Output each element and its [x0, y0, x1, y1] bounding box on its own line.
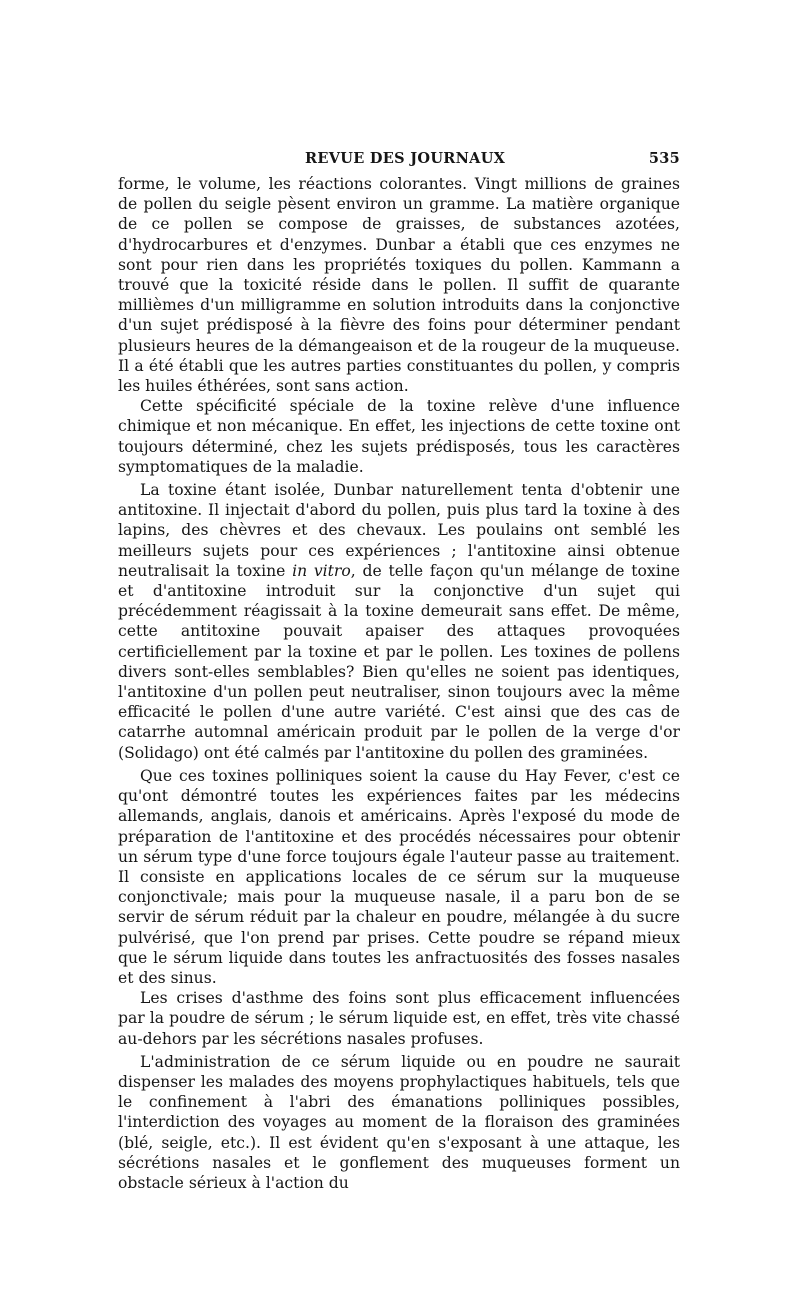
journal-page [118, 148, 680, 1193]
running-title: REVUE DES JOURNAUX [305, 150, 506, 167]
paragraph-pollen-composition: forme, le volume, les réactions colorantes. Vingt millions de graines de pollen du seigle pèsent environ un gramme. La matière organique de ce pollen se compose de graisses, de substances azotées, d'hydrocarbures et d'enzymes. Dunbar a établi que ces enzymes ne sont pour rien dans les propriétés toxiques du pollen. Kammann a trouvé que la toxicité réside dans le pollen. Il suffit de quarante millièmes d'un milligramme en solution introduits dans la conjonctive d'un sujet prédisposé à la fièvre des foins pour déterminer pendant plusieurs heures de la démangeaison et de la rougeur de la muqueuse. Il a été établi que les autres parties constituantes du pollen, y compris les huiles éthérées, sont sans action. [118, 175, 680, 396]
paragraph-prophylaxis: L'administration de ce sérum liquide ou en poudre ne saurait dispenser les malades des moyens prophylactiques habituels, tels que le confinement à l'abri des émanations polliniques possibles, l'interdiction des voyages au moment de la floraison des graminées (blé, seigle, etc.). Il est évident qu'en s'exposant à une attaque, les sécrétions nasales et le gonflement des muqueuses forment un obstacle sérieux à l'action du [118, 1052, 680, 1192]
paragraph-asthma: Les crises d'asthme des foins sont plus efficacement influencées par la poudre de sérum ; le sérum liquide est, en effet, très vite chassé au-dehors par les sécrétions nasales profuses. [118, 989, 680, 1048]
page-number: 535 [648, 150, 680, 167]
article-body [118, 174, 680, 1193]
paragraph-hay-fever-treatment: Que ces toxines polliniques soient la cause du Hay Fever, c'est ce qu'ont démontré toutes les expériences faites par les médecins allemands, anglais, danois et américains. Après l'exposé du mode de préparation de l'antitoxine et des procédés nécessaires pour obtenir un sérum type d'une force toujours égale l'auteur passe au traitement. Il consiste en applications locales de ce sérum sur la muqueuse conjonctivale; mais pour la muqueuse nasale, il a paru bon de se servir de sérum réduit par la chaleur en poudre, mélangée à du sucre pulvérisé, que l'on prend par prises. Cette poudre se répand mieux que le sérum liquide dans toutes les anfractuosités des fosses nasales et des sinus. [118, 766, 680, 987]
paragraph-toxin-specificity: Cette spécificité spéciale de la toxine relève d'une influence chimique et non mécanique. En effet, les injections de cette toxine ont toujours déterminé, chez les sujets prédisposés, tous les caractères symptomatiques de la maladie. [118, 397, 680, 476]
antitoxin-text-before: La toxine étant isolée, Dunbar naturellement tenta d'obtenir une antitoxine. Il injectait d'abord du pollen, puis plus tard la toxine à des lapins, des chèvres et des chevaux. Les poulains ont semblé les meilleurs sujets pour ces expériences ; l'antitoxine ainsi obtenue neutralisait la toxine [118, 481, 680, 580]
in-vitro-term: in vitro [292, 561, 351, 580]
antitoxin-text-after: , de telle façon qu'un mélange de toxine et d'antitoxine introduit sur la conjonctive d'un sujet qui précédemment réagissait à la toxine demeurait sans effet. De même, cette antitoxine pouvait apaiser des attaques provoquées certificiellement par la toxine et par le pollen. Les toxines de pollens divers sont-elles semblables? Bien qu'elles ne soient pas identiques, l'antitoxine d'un pollen peut neutraliser, sinon toujours avec la même efficacité le pollen d'une autre variété. C'est ainsi que des cas de catarrhe automnal américain produit par le pollen de la verge d'or (Solidago) ont été calmés par l'antitoxine du pollen des graminées. [118, 561, 680, 762]
paragraph-antitoxin [118, 480, 680, 763]
running-head [118, 148, 680, 174]
